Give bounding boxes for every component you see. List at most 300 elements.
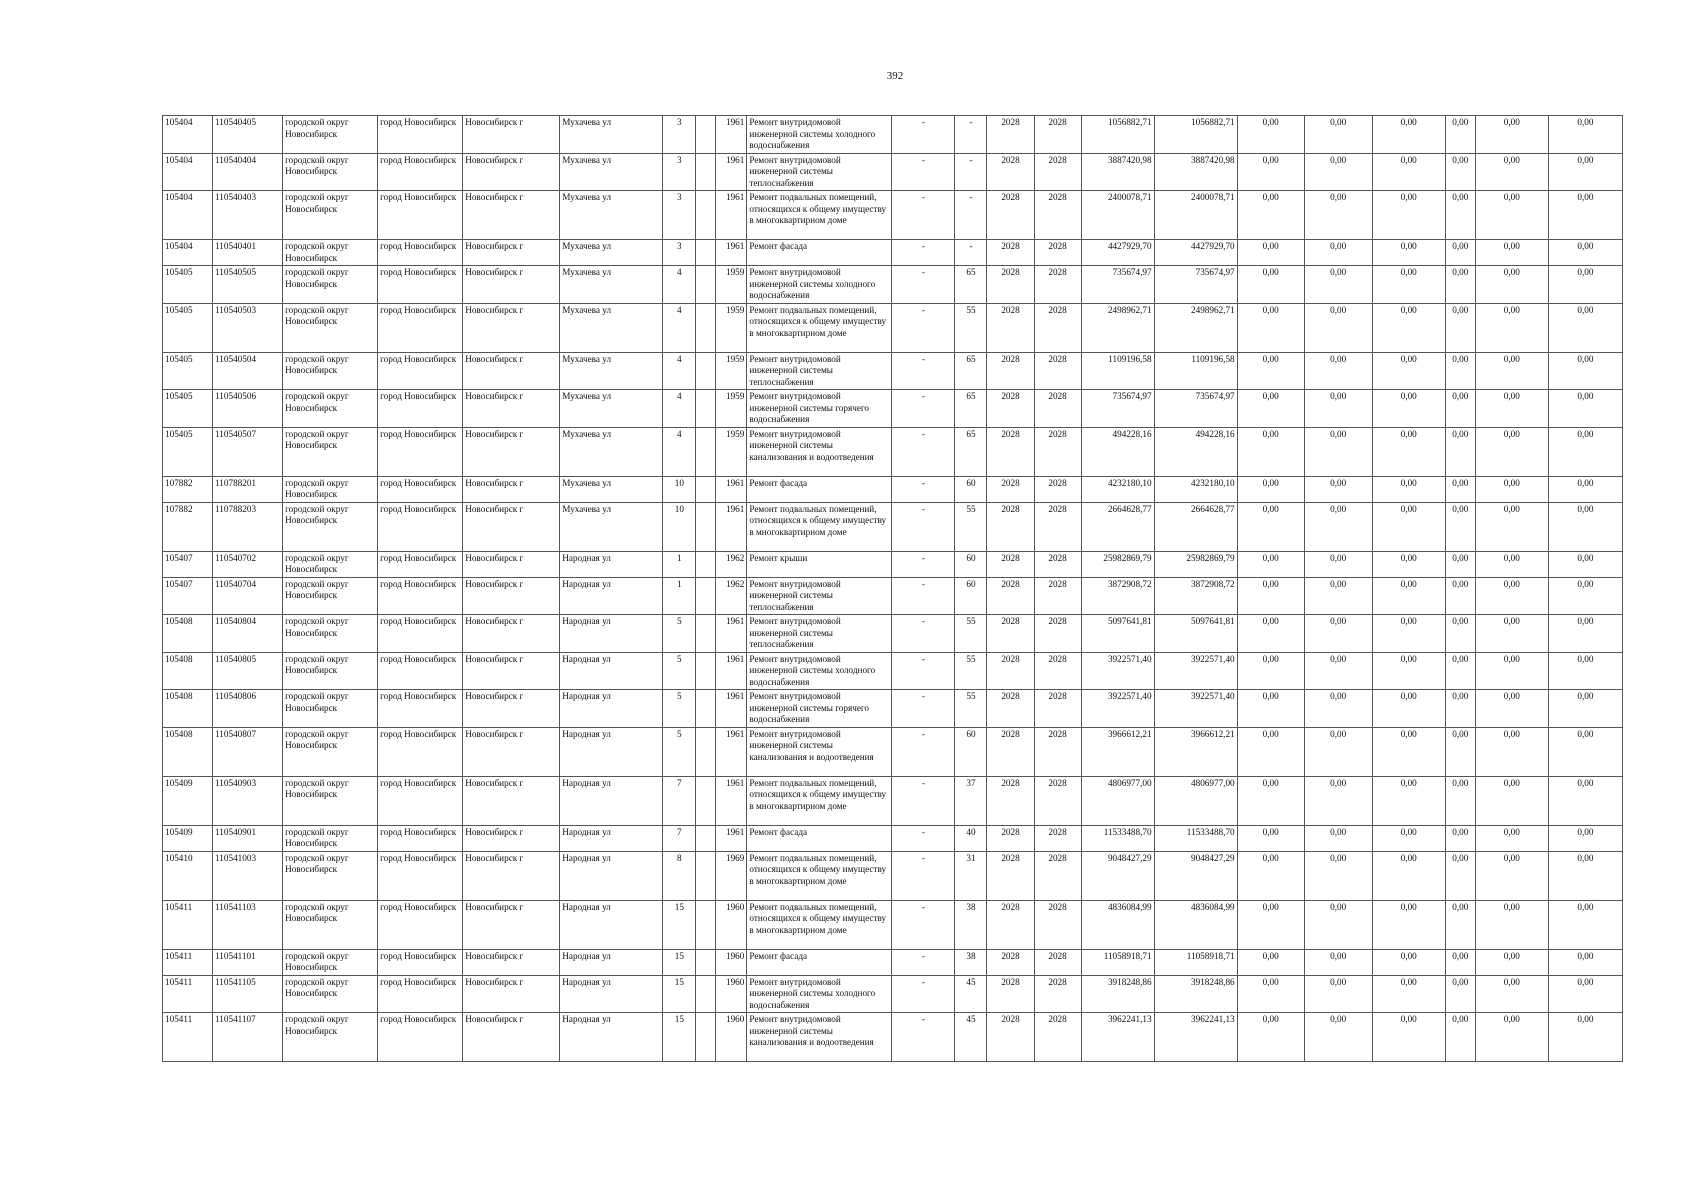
table-cell: -: [892, 690, 955, 728]
table-cell: 105411: [163, 949, 213, 975]
table-cell: Новосибирск г: [463, 900, 560, 949]
table-cell: 0,00: [1475, 776, 1548, 825]
table-cell: -: [892, 851, 955, 900]
table-cell: 105407: [163, 551, 213, 577]
table-cell: 0,00: [1372, 502, 1445, 551]
table-cell: 0,00: [1548, 153, 1622, 191]
table-cell: 105408: [163, 727, 213, 776]
table-cell: [696, 303, 716, 352]
table-cell: 1961: [716, 615, 747, 653]
table-cell: 0,00: [1372, 851, 1445, 900]
table-cell: 1109196,58: [1081, 352, 1154, 390]
table-cell: [696, 825, 716, 851]
table-cell: 0,00: [1548, 577, 1622, 615]
table-cell: Ремонт крыши: [747, 551, 892, 577]
table-cell: Народная ул: [560, 975, 663, 1013]
table-cell: 110540503: [213, 303, 283, 352]
table-cell: 0,00: [1304, 851, 1372, 900]
table-cell: [696, 551, 716, 577]
table-cell: 0,00: [1475, 551, 1548, 577]
table-cell: 0,00: [1548, 240, 1622, 266]
table-cell: 0,00: [1237, 975, 1304, 1013]
table-cell: 105405: [163, 266, 213, 304]
table-cell: -: [892, 352, 955, 390]
table-cell: 0,00: [1372, 949, 1445, 975]
table-cell: Мухачева ул: [560, 153, 663, 191]
table-cell: 110540704: [213, 577, 283, 615]
table-cell: -: [892, 776, 955, 825]
table-cell: Новосибирск г: [463, 1013, 560, 1062]
table-cell: 2028: [987, 266, 1034, 304]
table-cell: городской округ Новосибирск: [283, 776, 378, 825]
table-cell: 0,00: [1372, 825, 1445, 851]
table-cell: 110540807: [213, 727, 283, 776]
table-cell: 38: [955, 949, 987, 975]
table-cell: 105404: [163, 240, 213, 266]
table-cell: 0,00: [1548, 975, 1622, 1013]
table-cell: 0,00: [1445, 266, 1475, 304]
table-cell: 0,00: [1372, 116, 1445, 154]
table-cell: 2028: [1034, 303, 1081, 352]
table-cell: 4: [663, 427, 696, 476]
table-cell: 0,00: [1445, 615, 1475, 653]
table-cell: 0,00: [1304, 303, 1372, 352]
table-cell: 0,00: [1475, 352, 1548, 390]
table-cell: 3966612,21: [1081, 727, 1154, 776]
table-cell: 1961: [716, 727, 747, 776]
table-cell: 0,00: [1372, 1013, 1445, 1062]
table-cell: Ремонт фасада: [747, 825, 892, 851]
table-cell: 0,00: [1372, 577, 1445, 615]
table-cell: [696, 266, 716, 304]
table-cell: 3962241,13: [1154, 1013, 1237, 1062]
table-cell: Мухачева ул: [560, 303, 663, 352]
table-cell: 38: [955, 900, 987, 949]
table-cell: 3918248,86: [1081, 975, 1154, 1013]
table-cell: 110540505: [213, 266, 283, 304]
table-cell: 110540903: [213, 776, 283, 825]
table-cell: 0,00: [1237, 900, 1304, 949]
table-cell: [696, 615, 716, 653]
table-cell: -: [892, 390, 955, 428]
table-cell: 0,00: [1372, 266, 1445, 304]
table-cell: 1961: [716, 116, 747, 154]
table-row: [163, 266, 1623, 304]
table-cell: город Новосибирск: [378, 502, 463, 551]
table-cell: 0,00: [1475, 690, 1548, 728]
table-cell: [696, 153, 716, 191]
table-cell: 0,00: [1548, 949, 1622, 975]
table-cell: 0,00: [1237, 476, 1304, 502]
table-cell: 2028: [987, 390, 1034, 428]
table-cell: 2028: [1034, 240, 1081, 266]
table-cell: город Новосибирск: [378, 352, 463, 390]
table-cell: -: [955, 191, 987, 240]
table-cell: 105405: [163, 427, 213, 476]
table-cell: Народная ул: [560, 851, 663, 900]
table-cell: город Новосибирск: [378, 615, 463, 653]
table-cell: 2028: [987, 1013, 1034, 1062]
table-cell: 0,00: [1475, 949, 1548, 975]
table-cell: 0,00: [1445, 476, 1475, 502]
table-cell: 0,00: [1475, 577, 1548, 615]
table-cell: 0,00: [1237, 116, 1304, 154]
table-cell: 0,00: [1475, 116, 1548, 154]
table-cell: 1109196,58: [1154, 352, 1237, 390]
table-cell: 0,00: [1372, 153, 1445, 191]
table-cell: -: [892, 949, 955, 975]
table-cell: 0,00: [1445, 577, 1475, 615]
table-cell: 2028: [1034, 476, 1081, 502]
table-cell: Новосибирск г: [463, 825, 560, 851]
table-row: [163, 476, 1623, 502]
table-cell: 0,00: [1237, 502, 1304, 551]
table-cell: 0,00: [1548, 551, 1622, 577]
table-cell: Новосибирск г: [463, 116, 560, 154]
table-cell: -: [955, 116, 987, 154]
table-cell: Новосибирск г: [463, 303, 560, 352]
table-cell: 110788203: [213, 502, 283, 551]
table-cell: 2028: [1034, 1013, 1081, 1062]
table-cell: 4232180,10: [1154, 476, 1237, 502]
table-cell: 4232180,10: [1081, 476, 1154, 502]
table-cell: -: [892, 652, 955, 690]
table-cell: 735674,97: [1081, 390, 1154, 428]
table-cell: городской округ Новосибирск: [283, 116, 378, 154]
table-cell: 0,00: [1548, 266, 1622, 304]
table-cell: 0,00: [1445, 502, 1475, 551]
table-cell: 105408: [163, 615, 213, 653]
table-row: [163, 851, 1623, 900]
table-cell: [696, 502, 716, 551]
table-cell: Новосибирск г: [463, 476, 560, 502]
table-cell: 3872908,72: [1081, 577, 1154, 615]
table-cell: 2028: [987, 427, 1034, 476]
table-cell: 3922571,40: [1081, 690, 1154, 728]
table-cell: 2028: [987, 240, 1034, 266]
table-row: [163, 577, 1623, 615]
table-cell: 0,00: [1445, 1013, 1475, 1062]
table-cell: 0,00: [1475, 153, 1548, 191]
table-cell: городской округ Новосибирск: [283, 153, 378, 191]
table-cell: город Новосибирск: [378, 191, 463, 240]
repair-program-table: [162, 115, 1623, 1062]
table-cell: [696, 352, 716, 390]
table-cell: 0,00: [1475, 727, 1548, 776]
table-cell: город Новосибирск: [378, 825, 463, 851]
table-cell: город Новосибирск: [378, 240, 463, 266]
table-cell: 60: [955, 551, 987, 577]
table-cell: Ремонт внутридомовой инженерной системы теплоснабжения: [747, 577, 892, 615]
table-cell: 3: [663, 153, 696, 191]
table-cell: Новосибирск г: [463, 191, 560, 240]
table-cell: Мухачева ул: [560, 116, 663, 154]
table-cell: 0,00: [1372, 776, 1445, 825]
table-cell: 107882: [163, 502, 213, 551]
table-cell: 2028: [1034, 427, 1081, 476]
table-cell: 2028: [1034, 615, 1081, 653]
table-cell: 105404: [163, 191, 213, 240]
table-cell: 110788201: [213, 476, 283, 502]
table-cell: городской округ Новосибирск: [283, 975, 378, 1013]
table-cell: 0,00: [1445, 427, 1475, 476]
table-cell: 107882: [163, 476, 213, 502]
table-cell: 3966612,21: [1154, 727, 1237, 776]
table-cell: Народная ул: [560, 577, 663, 615]
table-cell: 0,00: [1475, 390, 1548, 428]
table-cell: 110540805: [213, 652, 283, 690]
table-cell: город Новосибирск: [378, 153, 463, 191]
table-cell: 1959: [716, 303, 747, 352]
table-cell: 735674,97: [1081, 266, 1154, 304]
table-cell: городской округ Новосибирск: [283, 577, 378, 615]
table-cell: городской округ Новосибирск: [283, 240, 378, 266]
table-cell: 1961: [716, 191, 747, 240]
table-cell: 2028: [1034, 266, 1081, 304]
table-cell: Ремонт фасада: [747, 240, 892, 266]
table-cell: городской округ Новосибирск: [283, 476, 378, 502]
table-cell: город Новосибирск: [378, 303, 463, 352]
table-cell: город Новосибирск: [378, 577, 463, 615]
table-cell: 105408: [163, 652, 213, 690]
table-cell: 4836084,99: [1081, 900, 1154, 949]
table-cell: 0,00: [1372, 727, 1445, 776]
table-cell: 735674,97: [1154, 390, 1237, 428]
table-cell: 1962: [716, 577, 747, 615]
table-cell: 55: [955, 303, 987, 352]
table-cell: [696, 390, 716, 428]
table-row: [163, 427, 1623, 476]
table-cell: 1959: [716, 352, 747, 390]
table-cell: 110541107: [213, 1013, 283, 1062]
table-cell: 40: [955, 825, 987, 851]
table-cell: -: [955, 240, 987, 266]
table-cell: 2028: [987, 825, 1034, 851]
table-cell: Ремонт подвальных помещений, относящихся к общему имуществу в многоквартирном доме: [747, 502, 892, 551]
table-row: [163, 240, 1623, 266]
table-row: [163, 615, 1623, 653]
table-cell: городской округ Новосибирск: [283, 303, 378, 352]
table-cell: 0,00: [1475, 240, 1548, 266]
table-cell: город Новосибирск: [378, 652, 463, 690]
table-cell: 5: [663, 690, 696, 728]
table-cell: 0,00: [1548, 352, 1622, 390]
table-cell: 0,00: [1475, 427, 1548, 476]
table-cell: Новосибирск г: [463, 266, 560, 304]
table-cell: 10: [663, 476, 696, 502]
table-cell: 0,00: [1475, 851, 1548, 900]
table-cell: Народная ул: [560, 690, 663, 728]
table-cell: Мухачева ул: [560, 502, 663, 551]
table-cell: город Новосибирск: [378, 1013, 463, 1062]
table-cell: 0,00: [1237, 303, 1304, 352]
table-cell: -: [892, 303, 955, 352]
table-cell: 110540403: [213, 191, 283, 240]
table-row: [163, 191, 1623, 240]
table-cell: 0,00: [1237, 352, 1304, 390]
table-cell: 0,00: [1475, 900, 1548, 949]
table-cell: 11058918,71: [1081, 949, 1154, 975]
table-body: [163, 116, 1623, 1062]
table-cell: 1: [663, 577, 696, 615]
table-cell: 0,00: [1304, 427, 1372, 476]
table-cell: 3887420,98: [1154, 153, 1237, 191]
table-cell: 2028: [1034, 652, 1081, 690]
table-cell: 2028: [987, 116, 1034, 154]
table-cell: 4: [663, 390, 696, 428]
table-cell: 15: [663, 1013, 696, 1062]
table-cell: 2028: [987, 652, 1034, 690]
table-cell: 0,00: [1304, 776, 1372, 825]
table-cell: Народная ул: [560, 825, 663, 851]
table-cell: 0,00: [1372, 900, 1445, 949]
table-cell: 2028: [987, 690, 1034, 728]
table-cell: город Новосибирск: [378, 727, 463, 776]
table-cell: 0,00: [1445, 900, 1475, 949]
table-cell: Ремонт внутридомовой инженерной системы канализования и водоотведения: [747, 727, 892, 776]
table-cell: 0,00: [1237, 851, 1304, 900]
table-cell: Новосибирск г: [463, 352, 560, 390]
table-cell: Новосибирск г: [463, 727, 560, 776]
table-cell: Новосибирск г: [463, 502, 560, 551]
table-cell: 110540506: [213, 390, 283, 428]
table-cell: 0,00: [1304, 1013, 1372, 1062]
table-cell: 0,00: [1548, 652, 1622, 690]
table-cell: 5097641,81: [1154, 615, 1237, 653]
table-cell: городской округ Новосибирск: [283, 352, 378, 390]
table-cell: 55: [955, 502, 987, 551]
table-cell: 60: [955, 577, 987, 615]
table-cell: 0,00: [1548, 1013, 1622, 1062]
table-cell: 0,00: [1304, 825, 1372, 851]
table-cell: 2028: [987, 900, 1034, 949]
table-cell: Ремонт внутридомовой инженерной системы горячего водоснабжения: [747, 390, 892, 428]
table-cell: Ремонт подвальных помещений, относящихся к общему имуществу в многоквартирном доме: [747, 851, 892, 900]
table-cell: Ремонт подвальных помещений, относящихся к общему имуществу в многоквартирном доме: [747, 776, 892, 825]
table-cell: 0,00: [1475, 615, 1548, 653]
table-cell: городской округ Новосибирск: [283, 615, 378, 653]
table-cell: Новосибирск г: [463, 577, 560, 615]
table-cell: городской округ Новосибирск: [283, 727, 378, 776]
table-cell: 0,00: [1304, 615, 1372, 653]
table-cell: 0,00: [1304, 652, 1372, 690]
table-cell: 4: [663, 266, 696, 304]
table-cell: 2028: [1034, 975, 1081, 1013]
table-cell: Ремонт фасада: [747, 476, 892, 502]
table-cell: [696, 776, 716, 825]
table-cell: 7: [663, 825, 696, 851]
table-cell: 0,00: [1237, 577, 1304, 615]
table-cell: Новосибирск г: [463, 949, 560, 975]
table-cell: Новосибирск г: [463, 153, 560, 191]
table-cell: 5: [663, 652, 696, 690]
table-cell: 3922571,40: [1154, 690, 1237, 728]
table-row: [163, 975, 1623, 1013]
table-cell: 2028: [1034, 949, 1081, 975]
table-cell: 2028: [1034, 690, 1081, 728]
table-cell: -: [892, 153, 955, 191]
table-cell: 105404: [163, 153, 213, 191]
table-cell: 2664628,77: [1154, 502, 1237, 551]
table-cell: Ремонт внутридомовой инженерной системы холодного водоснабжения: [747, 116, 892, 154]
table-cell: 0,00: [1304, 352, 1372, 390]
table-cell: 1959: [716, 390, 747, 428]
table-cell: 2498962,71: [1081, 303, 1154, 352]
table-cell: 0,00: [1304, 153, 1372, 191]
table-cell: 0,00: [1304, 390, 1372, 428]
table-cell: -: [892, 502, 955, 551]
table-cell: 0,00: [1237, 690, 1304, 728]
table-cell: 2400078,71: [1081, 191, 1154, 240]
table-cell: [696, 690, 716, 728]
table-cell: 2028: [1034, 577, 1081, 615]
table-cell: 55: [955, 690, 987, 728]
table-cell: 0,00: [1237, 551, 1304, 577]
table-cell: 0,00: [1548, 851, 1622, 900]
table-row: [163, 153, 1623, 191]
table-cell: 3922571,40: [1081, 652, 1154, 690]
table-cell: Народная ул: [560, 900, 663, 949]
table-cell: 0,00: [1445, 116, 1475, 154]
table-cell: 25982869,79: [1081, 551, 1154, 577]
table-cell: Ремонт внутридомовой инженерной системы теплоснабжения: [747, 153, 892, 191]
table-row: [163, 352, 1623, 390]
table-cell: городской округ Новосибирск: [283, 390, 378, 428]
table-cell: 0,00: [1304, 577, 1372, 615]
table-cell: городской округ Новосибирск: [283, 900, 378, 949]
table-cell: 0,00: [1304, 949, 1372, 975]
table-cell: Ремонт внутридомовой инженерной системы теплоснабжения: [747, 615, 892, 653]
table-cell: -: [892, 240, 955, 266]
table-cell: Мухачева ул: [560, 427, 663, 476]
table-cell: Новосибирск г: [463, 690, 560, 728]
table-cell: Новосибирск г: [463, 240, 560, 266]
table-cell: 0,00: [1304, 727, 1372, 776]
table-cell: 0,00: [1445, 240, 1475, 266]
page-number: 392: [886, 70, 904, 82]
table-cell: Мухачева ул: [560, 240, 663, 266]
table-cell: город Новосибирск: [378, 476, 463, 502]
table-cell: 0,00: [1372, 476, 1445, 502]
table-cell: 11058918,71: [1154, 949, 1237, 975]
table-cell: городской округ Новосибирск: [283, 551, 378, 577]
table-cell: 0,00: [1548, 502, 1622, 551]
table-cell: Ремонт фасада: [747, 949, 892, 975]
table-cell: 105408: [163, 690, 213, 728]
table-cell: Мухачева ул: [560, 476, 663, 502]
table-cell: 0,00: [1237, 1013, 1304, 1062]
table-cell: Ремонт подвальных помещений, относящихся к общему имуществу в многоквартирном доме: [747, 303, 892, 352]
table-cell: 4836084,99: [1154, 900, 1237, 949]
table-cell: Народная ул: [560, 1013, 663, 1062]
table-cell: 105409: [163, 825, 213, 851]
table-cell: 2028: [987, 577, 1034, 615]
table-cell: -: [892, 1013, 955, 1062]
table-cell: 2028: [1034, 153, 1081, 191]
table-cell: Новосибирск г: [463, 851, 560, 900]
table-cell: 0,00: [1372, 551, 1445, 577]
table-cell: 55: [955, 652, 987, 690]
table-cell: 0,00: [1372, 975, 1445, 1013]
table-cell: Новосибирск г: [463, 615, 560, 653]
table-cell: 2028: [987, 851, 1034, 900]
table-cell: 110540804: [213, 615, 283, 653]
table-cell: Новосибирск г: [463, 551, 560, 577]
table-cell: 2028: [987, 615, 1034, 653]
table-cell: 0,00: [1304, 551, 1372, 577]
table-cell: [696, 116, 716, 154]
table-cell: 0,00: [1372, 690, 1445, 728]
